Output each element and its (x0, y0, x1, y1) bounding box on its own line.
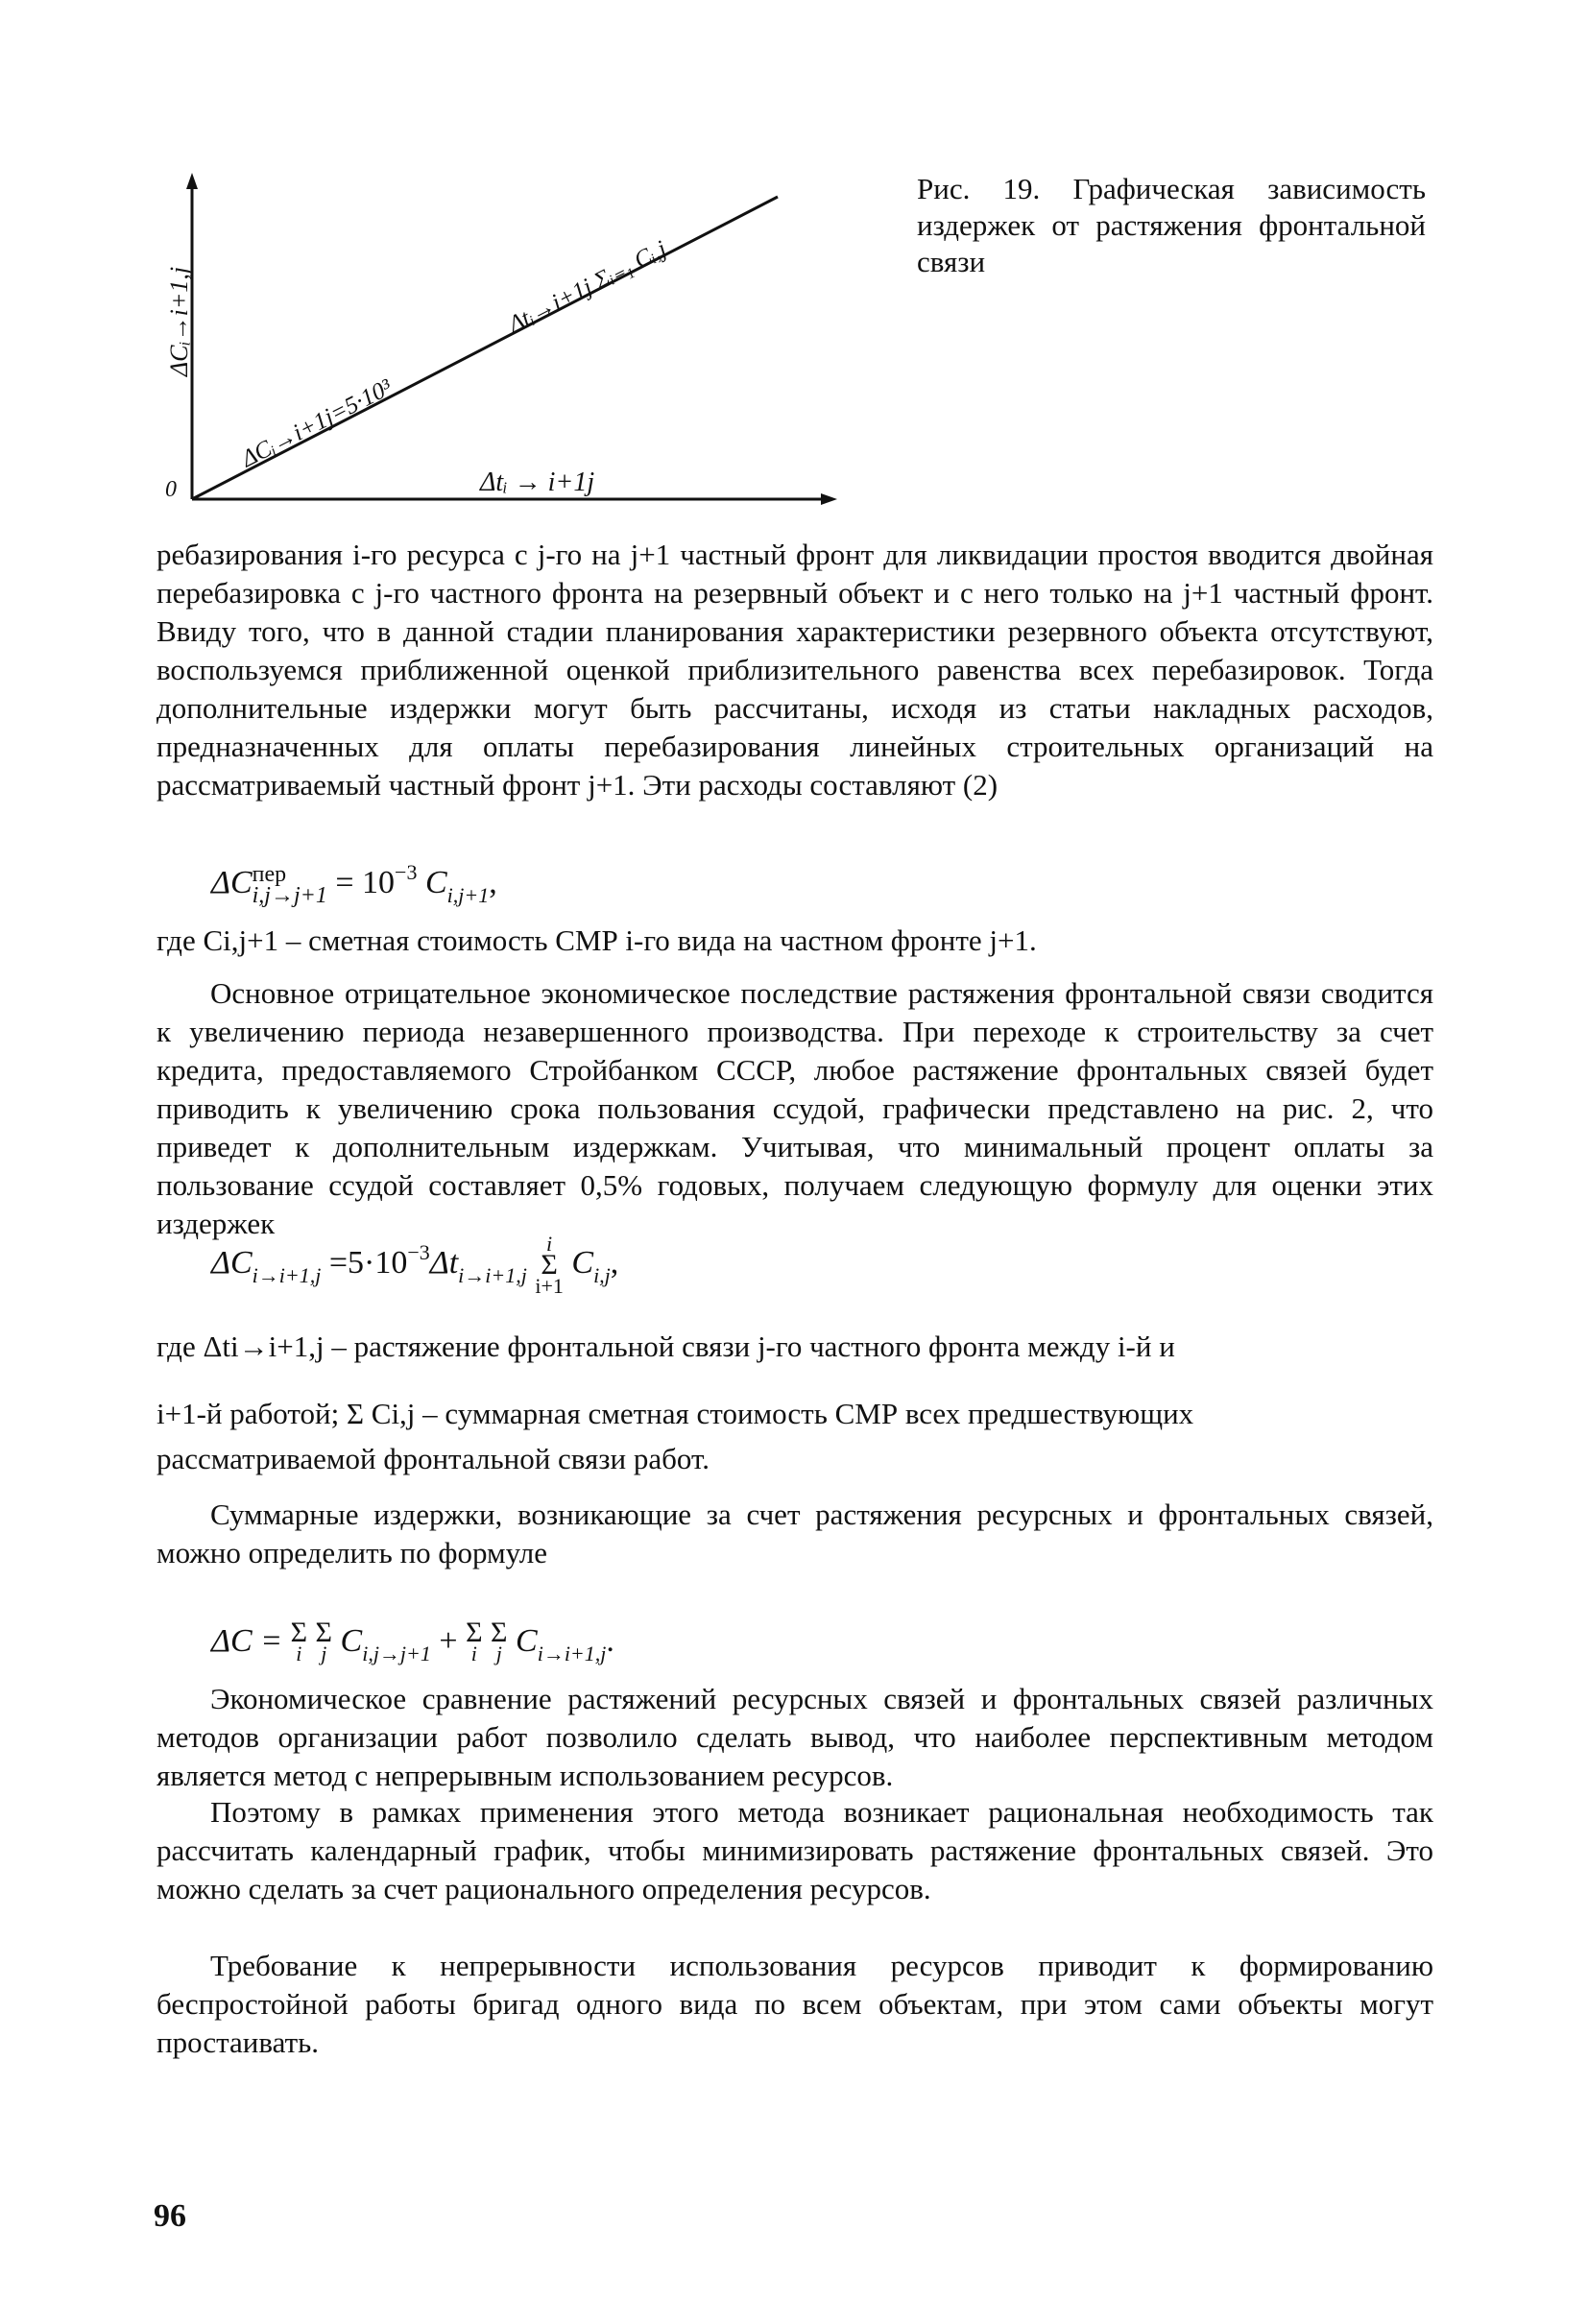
formula-3-sum-4 (491, 1617, 508, 1665)
formula-2 (211, 1234, 618, 1297)
formula-2-sum-bottom: i+1 (535, 1274, 564, 1298)
paragraph-7: Поэтому в рамках применения этого метода возникает рациональная необходимость так рассчитать календарный график, чтобы минимизировать растяжение фронтальных связей. Это можно сделать за счет рационального определения ресурсов. (156, 1795, 1433, 1905)
formula-1-exp: −3 (395, 859, 418, 884)
paragraph-4c-block (156, 1440, 1433, 1478)
paragraph-3: Основное отрицательное экономическое последствие растяжения фронтальной связи сводится к увеличению периода незавершенного производства. При переходе к строительству за счет кредита, предоставляемого Стройбанком СССР, любое растяжение фронтальных связей будет приводить к увеличению срока пользования ссудой, графически представлено на рис. 2, что приведет к дополнительным издержкам. Учитывая, что минимальный процент оплаты за пользование ссудой составляет 0,5% годовых, получаем следующую формулу для оценки этих издержек (156, 976, 1433, 1240)
formula-3-sum-2-lim: j (321, 1641, 327, 1665)
formula-1-var: C (424, 864, 447, 900)
formula-2-dt-sub: i→i+1,j (458, 1262, 527, 1287)
formula-2-var: C (571, 1244, 594, 1281)
formula-3-sum-1-sign: Σ (290, 1617, 308, 1648)
formula-1-sup: пер (252, 862, 287, 887)
formula-2-exp: −3 (407, 1239, 430, 1264)
paragraph-3-block (156, 974, 1433, 1243)
formula-3-sum-4-lim: j (495, 1641, 502, 1665)
y-axis-label: ΔCᵢ→i+1,j (165, 266, 194, 377)
formula-3-sum-1-lim: i (296, 1641, 302, 1665)
paragraph-2-block (156, 922, 1433, 960)
formula-2-dt: Δt (429, 1244, 459, 1281)
formula-3-sum-3-lim: i (470, 1641, 477, 1665)
x-axis-arrow (821, 493, 837, 505)
paragraph-6-block (156, 1680, 1433, 1795)
formula-3-sum-3 (466, 1617, 483, 1665)
formula-2-lhs-sub: i→i+1,j (252, 1262, 322, 1287)
formula-1-var-sub: i,j+1 (446, 882, 490, 907)
formula-3-lhs: ΔC = (211, 1622, 283, 1659)
figure-19 (154, 168, 845, 514)
origin-label: 0 (165, 477, 177, 502)
formula-1-lhs: ΔC (211, 864, 253, 900)
formula-3-tail: . (606, 1622, 614, 1659)
formula-3-var-1-sub: i,j→j+1 (362, 1641, 431, 1665)
formula-1 (211, 859, 497, 908)
formula-3-var-2: C (516, 1622, 538, 1659)
page-number: 96 (154, 2198, 186, 2234)
paragraph-1-block (156, 536, 1433, 804)
paragraph-7-block (156, 1793, 1433, 1908)
formula-3-var-2-sub: i→i+1,j (537, 1641, 607, 1665)
upper-line-label: Δtᵢ→i+1j Σᵢ₌₁ Cᵢ,j (504, 235, 671, 339)
formula-3-plus: + (439, 1622, 458, 1659)
formula-2-eq: =5·10 (328, 1244, 408, 1281)
lower-line-label: ΔCᵢ→i+1j=5·10³ (237, 374, 397, 473)
formula-2-tail: , (610, 1244, 619, 1281)
formula-3-sum-2-sign: Σ (315, 1617, 333, 1648)
x-axis-label: Δtᵢ → i+1j (480, 467, 595, 497)
paragraph-4c: рассматриваемой фронтальной связи работ. (156, 1442, 710, 1475)
formula-2-sum-top: i (546, 1232, 553, 1256)
formula-2-sum (535, 1234, 564, 1297)
formula-3-var-1: C (340, 1622, 363, 1659)
formula-3-sum-4-sign: Σ (491, 1617, 508, 1648)
paragraph-6: Экономическое сравнение растяжений ресурсных связей и фронтальных связей различных методов организации работ позволило сделать вывод, что наиболее перспективным методом является метод с непрерывным использованием ресурсов. (156, 1682, 1433, 1792)
paragraph-4a-block (156, 1328, 1433, 1366)
paragraph-5: Суммарные издержки, возникающие за счет растяжения ресурсных и фронтальных связей, можно определить по формуле (156, 1497, 1433, 1569)
paragraph-8: Требование к непрерывности использования ресурсов приводит к формированию беспростойной работы бригад одного вида по всем объектам, при этом сами объекты могут простаивать. (156, 1949, 1433, 2059)
figure-caption: Рис. 19. Графическая зависимость издержек от растяжения фронтальной связи (917, 172, 1426, 278)
formula-3 (211, 1617, 614, 1665)
formula-3-sum-2 (315, 1617, 333, 1665)
paragraph-1: ребазирования i-го ресурса с j-го на j+1 частный фронт для ликвидации простоя вводится двойная перебазировка с j-го частного фронта на резервный объект и с него только на j+1 частный фронт. Ввиду того, что в данной стадии планирования характеристики резервного объекта отсутствуют, воспользуемся приближенной оценкой приблизительного равенства всех перебазировок. Тогда дополнительные издержки могут быть рассчитаны, исходя из статьи накладных расходов, предназначенных для оплаты перебазирования линейных строительных организаций на рассматриваемый частный фронт j+1. Эти расходы составляют (2) (156, 538, 1433, 802)
formula-2-sum-sign: Σ (541, 1249, 558, 1281)
formula-1-tail: , (489, 864, 497, 900)
paragraph-8-block (156, 1947, 1433, 2062)
formula-1-rhs: = 10 (335, 864, 396, 900)
paragraph-2: где Ci,j+1 – сметная стоимость СМР i-го вида на частном фронте j+1. (156, 923, 1037, 957)
y-axis-arrow (186, 173, 198, 189)
paragraph-4b-block (156, 1395, 1433, 1433)
formula-3-sum-3-sign: Σ (466, 1617, 483, 1648)
formula-2-var-sub: i,j (593, 1262, 611, 1287)
formula-1-sub: i,j→j+1 (252, 883, 327, 908)
formula-3-sum-1 (290, 1617, 308, 1665)
paragraph-4b: i+1-й работой; Σ Ci,j – суммарная сметная стоимость СМР всех предшествующих (156, 1397, 1194, 1430)
paragraph-4a: где Δti→i+1,j – растяжение фронтальной связи j-го частного фронта между i-й и (156, 1330, 1175, 1363)
paragraph-5-block (156, 1496, 1433, 1572)
formula-2-lhs: ΔC (211, 1244, 253, 1281)
